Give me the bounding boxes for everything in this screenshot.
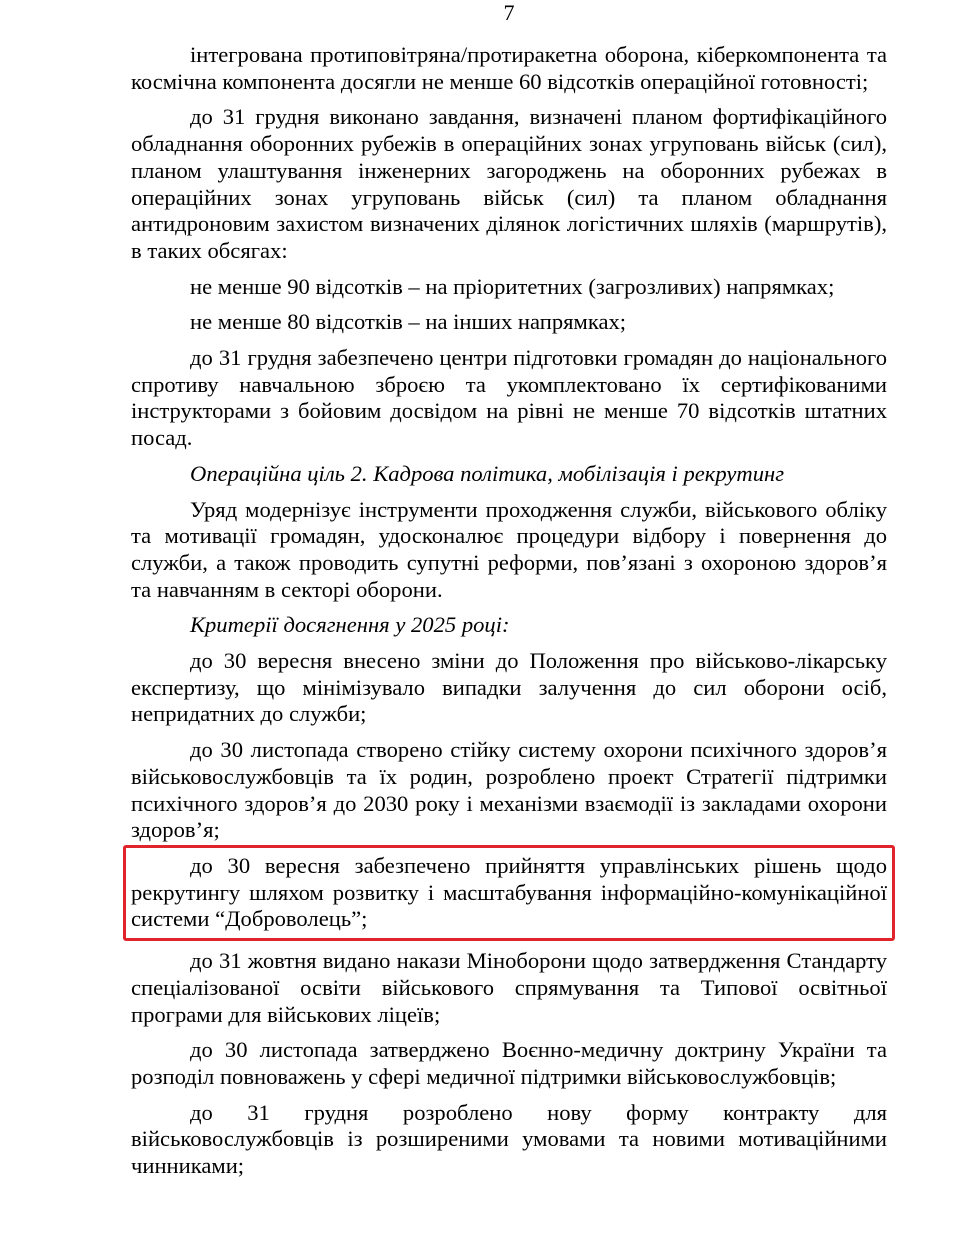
highlighted-paragraph: [131, 853, 887, 933]
paragraph-training-centers: до 31 грудня забезпечено центри підготовки громадян до національного спротиву навчальною зброєю та укомплектовано їх сертифікованими інструкторами з бойовим досвідом на рівні не менше 70 відсотків штатних посад.: [131, 345, 887, 451]
paragraph-military-lyceums: до 31 жовтня видано накази Міноборони щодо затвердження Стандарту спеціалізованої освіти військового спрямування та Типової освітньої програми для військових ліцеїв;: [131, 948, 887, 1027]
paragraph-mental-health: до 30 листопада створено стійку систему охорони психічного здоров’я військовослужбовців та їх родин, розроблено проект Стратегії підтримки психічного здоров’я до 2030 року і механізми взаємодії із закладами охорони здоров’я;: [131, 737, 887, 843]
page-number: 7: [503, 0, 515, 25]
criteria-heading: Критерії досягнення у 2025 році:: [190, 612, 510, 638]
paragraph-priority-directions: не менше 90 відсотків – на пріоритетних (загрозливих) напрямках;: [190, 273, 835, 299]
paragraph-volunteer-system: до 30 вересня забезпечено прийняття управлінських рішень щодо рекрутингу шляхом розвитку і масштабування інформаційно-комунікаційної системи “Доброволець”;: [131, 852, 887, 932]
paragraph-medical-expertise: до 30 вересня внесено зміни до Положення про військово-лікарську експертизу, що мінімізувало випадки залучення до сил оборони осіб, непридатних до служби;: [131, 648, 887, 727]
paragraph-other-directions: не менше 80 відсотків – на інших напрямках;: [190, 309, 627, 335]
paragraph-fortification: до 31 грудня виконано завдання, визначені планом фортифікаційного обладнання оборонних рубежів в операційних зонах угруповань військ (сил), планом улаштування інженерних загороджень на оборонних рубежах в операційних зонах угруповань військ (сил) та планом обладнання антидроновим захистом визначених ділянок логістичних шляхів (маршрутів), в таких обсягах:: [131, 104, 887, 263]
paragraph-medical-doctrine: до 30 листопада затверджено Воєнно-медичну доктрину України та розподіл повноважень у сфері медичної підтримки військовослужбовців;: [131, 1037, 887, 1089]
operational-goal-heading: Операційна ціль 2. Кадрова політика, мобілізація і рекрутинг: [190, 460, 785, 486]
paragraph-contract-form: до 31 грудня розроблено нову форму контракту для військовослужбовців із розширеними умовами та новими мотиваційними чинниками;: [131, 1099, 887, 1179]
paragraph-air-defense: інтегрована протиповітряна/протиракетна оборона, кіберкомпонента та космічна компонента досягли не менше 60 відсотків операційної готовності;: [131, 42, 887, 94]
paragraph-government-modernizes: Уряд модернізує інструменти проходження служби, військового обліку та мотивації громадян, удосконалює процедури відбору і повернення до служби, а також проводить супутні реформи, пов’язані з охороною здоров’я та навчанням в секторі оборони.: [131, 496, 887, 602]
document-body: [131, 42, 887, 1180]
